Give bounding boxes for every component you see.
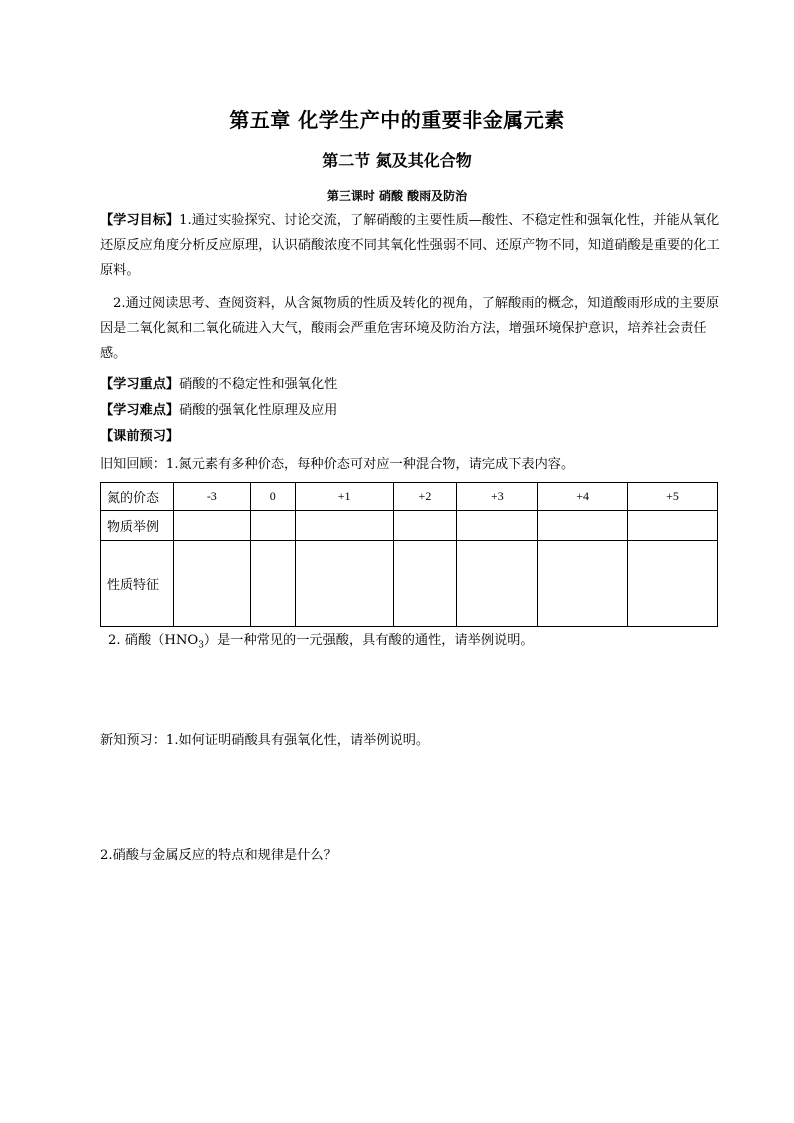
section-title: 第二节 氮及其化合物 <box>322 151 472 170</box>
lesson-title: 第三课时 硝酸 酸雨及防治 <box>326 189 468 203</box>
blank-cell[interactable] <box>393 511 457 541</box>
preview-label: 【课前预习】 <box>100 429 180 444</box>
valence-cell: 0 <box>250 483 295 511</box>
key-point-text: 硝酸的不稳定性和强氧化性 <box>179 377 338 392</box>
valence-cell: +3 <box>457 483 538 511</box>
nitrogen-valence-table <box>100 482 718 627</box>
chapter-title: 第五章 化学生产中的重要非金属元素 <box>229 108 565 132</box>
table-row <box>101 483 718 511</box>
blank-cell[interactable] <box>250 541 295 627</box>
difficulty-label: 【学习难点】 <box>100 403 180 418</box>
table-row <box>101 511 718 541</box>
valence-cell: +2 <box>393 483 457 511</box>
preview-heading <box>100 424 720 449</box>
blank-cell[interactable] <box>250 511 295 541</box>
new-knowledge-question-1: 新知预习：1.如何证明硝酸具有强氧化性，请举例说明。 <box>100 733 430 748</box>
blank-cell[interactable] <box>295 511 393 541</box>
blank-cell[interactable] <box>628 511 718 541</box>
valence-cell: +4 <box>538 483 628 511</box>
learning-goal-2: 2.通过阅读思考、查阅资料，从含氮物质的性质及转化的视角，了解酸雨的概念，知道酸雨形成的主要原因是二氧化氮和二氧化硫进入大气，酸雨会严重危害环境及防治方法，增强环境保护意识，培养社会责任感。 <box>100 296 720 361</box>
blank-cell[interactable] <box>295 541 393 627</box>
learning-goal-1: 1.通过实验探究、讨论交流，了解硝酸的主要性质—酸性、不稳定性和强氧化性，并能从氧化还原反应角度分析反应原理，认识硝酸浓度不同其氧化性强弱不同、还原产物不同，知道硝酸是重要的化工原料。 <box>100 213 720 278</box>
learning-goals-label: 【学习目标】 <box>100 213 180 228</box>
table-row <box>101 541 718 627</box>
learning-goal-2-paragraph <box>100 291 720 366</box>
question-2-prefix: 2. 硝酸（HNO <box>108 633 199 648</box>
blank-cell[interactable] <box>173 511 250 541</box>
row-header-example: 物质举例 <box>101 511 174 541</box>
learning-goals-paragraph <box>100 208 720 283</box>
blank-cell[interactable] <box>538 511 628 541</box>
question-2-subscript: 3 <box>198 640 204 651</box>
question-2-suffix: ）是一种常见的一元强酸，具有酸的通性，请举例说明。 <box>203 633 534 648</box>
valence-cell: -3 <box>173 483 250 511</box>
new-knowledge-question-2: 2.硝酸与金属反应的特点和规律是什么？ <box>100 848 337 863</box>
difficulty-text: 硝酸的强氧化性原理及应用 <box>179 403 338 418</box>
blank-cell[interactable] <box>628 541 718 627</box>
key-point-label: 【学习重点】 <box>100 377 180 392</box>
row-header-property: 性质特征 <box>101 541 174 627</box>
blank-cell[interactable] <box>457 511 538 541</box>
blank-cell[interactable] <box>457 541 538 627</box>
key-point-paragraph <box>100 372 720 397</box>
valence-cell: +1 <box>295 483 393 511</box>
blank-cell[interactable] <box>393 541 457 627</box>
row-header-valence: 氮的价态 <box>101 483 174 511</box>
valence-cell: +5 <box>628 483 718 511</box>
blank-cell[interactable] <box>538 541 628 627</box>
blank-cell[interactable] <box>173 541 250 627</box>
review-question: 旧知回顾：1.氮元素有多种价态，每种价态可对应一种混合物，请完成下表内容。 <box>100 457 575 472</box>
difficulty-paragraph <box>100 398 720 423</box>
question-2 <box>100 628 720 659</box>
